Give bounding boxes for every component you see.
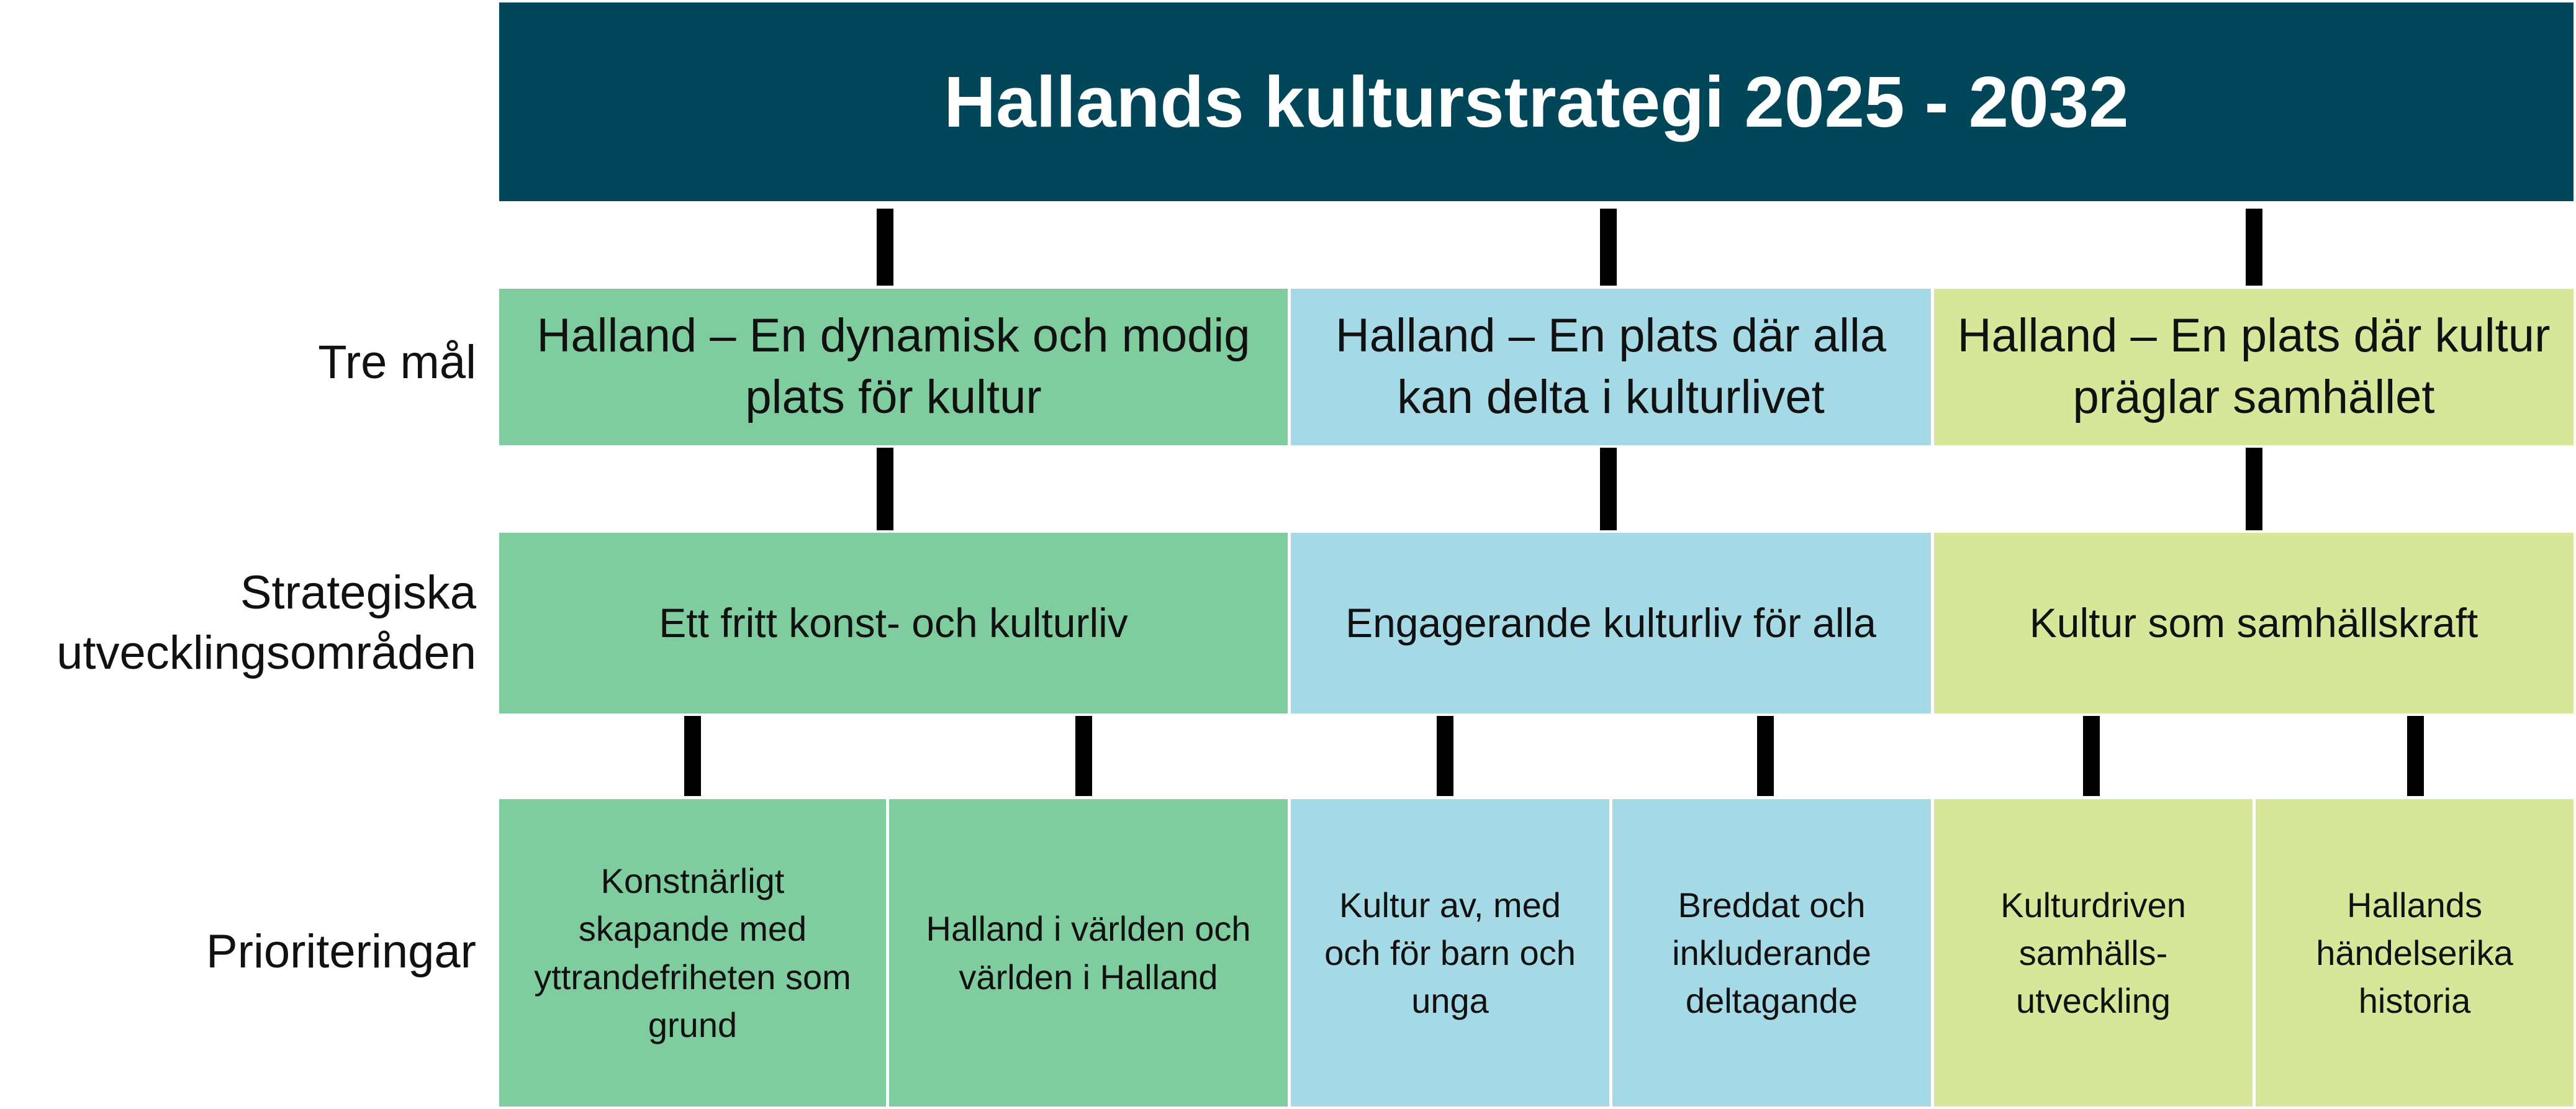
connector-area-prio-6 — [2407, 716, 2424, 796]
priority-6: Hallands händelserika historia — [2256, 799, 2574, 1107]
connector-title-goal-3 — [2246, 209, 2262, 286]
area-1: Ett fritt konst- och kulturliv — [499, 533, 1288, 713]
row-label-areas: Strategiska utvecklingsområden — [56, 566, 476, 680]
connector-title-goal-1 — [877, 209, 893, 286]
connector-title-goal-2 — [1600, 209, 1617, 286]
priority-5: Kulturdriven samhälls-utveckling — [1934, 799, 2253, 1107]
connector-area-prio-5 — [2083, 716, 2100, 796]
goal-2: Halland – En plats där alla kan delta i kulturlivet — [1291, 289, 1931, 445]
connector-area-prio-3 — [1437, 716, 1453, 796]
row-label-priorities: Prioriteringar — [206, 925, 476, 978]
connector-goal-area-2 — [1600, 448, 1617, 530]
row-label-goals: Tre mål — [318, 336, 476, 389]
connector-area-prio-1 — [684, 716, 701, 796]
connector-area-prio-4 — [1757, 716, 1774, 796]
priority-2: Halland i världen och världen i Halland — [889, 799, 1288, 1107]
area-2: Engagerande kulturliv för alla — [1291, 533, 1931, 713]
priority-1: Konstnärligt skapande med yttrandefriheten som grund — [499, 799, 886, 1107]
area-3: Kultur som samhällskraft — [1934, 533, 2574, 713]
connector-area-prio-2 — [1075, 716, 1092, 796]
diagram-title: Hallands kulturstrategi 2025 - 2032 — [499, 2, 2574, 201]
connector-goal-area-1 — [877, 448, 893, 530]
goal-3: Halland – En plats där kultur präglar samhället — [1934, 289, 2574, 445]
priority-3: Kultur av, med och för barn och unga — [1291, 799, 1609, 1107]
goal-1: Halland – En dynamisk och modig plats för kultur — [499, 289, 1288, 445]
priority-4: Breddat och inkluderande deltagande — [1612, 799, 1931, 1107]
connector-goal-area-3 — [2246, 448, 2262, 530]
